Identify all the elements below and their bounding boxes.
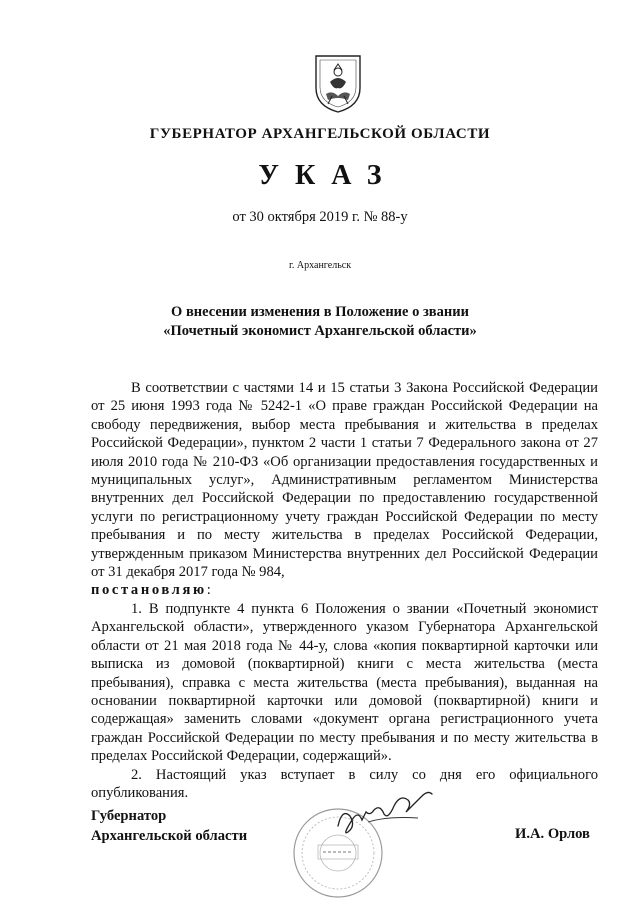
document-date-number: от 30 октября 2019 г. № 88-у [232, 209, 408, 225]
decree-word: постановляю [91, 582, 207, 599]
preamble-paragraph [91, 379, 598, 600]
preamble-text: В соответствии с частями 14 и 15 статьи 3 Закона Российской Федерации от 25 июня 1993 года № 5242-1 «О праве граждан Российской Федерации на свободу передвижения, выбор места пребывания и жительства в пределах Российской Федерации», пунктом 2 части 1 статьи 7 Федерального закона от 27 июля 2010 года № 210-ФЗ «Об организации предоставления государственных и муниципальных услуг», Административным регламентом Министерства внутренних дел Российской Федерации по предоставлению государственной услуги по регистрационному учету граждан Российской Федерации по месту пребывания и по месту жительства в пределах Российской Федерации, утвержденным приказом Министерства внутренних дел Российской Федерации от 31 декабря 2017 года № 984, [91, 380, 598, 581]
authority-heading: ГУБЕРНАТОР АРХАНГЕЛЬСКОЙ ОБЛАСТИ [149, 126, 491, 142]
signatory-name: И.А. Орлов [515, 826, 590, 842]
document-city: г. Архангельск [288, 260, 352, 271]
title-line-2: «Почетный экономист Архангельской области» [163, 323, 477, 339]
signatory-position-line-2: Архангельской области [91, 828, 248, 844]
document-body [91, 379, 598, 802]
item-2-paragraph: 2. Настоящий указ вступает в силу со дня его официального опубликования. [91, 766, 598, 801]
title-line-1: О внесении изменения в Положение о звании [171, 304, 469, 320]
signatory-position [91, 806, 247, 846]
item-1-paragraph: 1. В подпункте 4 пункта 6 Положения о звании «Почетный экономист Архангельской области», утвержденного указом Губернатора Архангельской области от 21 мая 2018 года № 44-у, слова «копия поквартирной карточки или выписка из домовой (поквартирной) книги с места жительства (места пребывания), справка с места жительства (места пребывания), выданная на основании поквартирной карточки или домовой (поквартирной) книги и содержащая» заменить словами «документ органа регистрационного учета граждан Российской Федерации по месту пребывания и по месту жительства в пределах Российской Федерации, содержащий». [91, 600, 598, 765]
decree-punct: : [206, 582, 211, 599]
handwritten-signature-icon [328, 786, 448, 846]
document-type: УКАЗ [258, 160, 398, 191]
signatory-position-line-1: Губернатор [91, 808, 167, 824]
coat-of-arms-icon [312, 52, 364, 114]
document-title [60, 303, 580, 341]
